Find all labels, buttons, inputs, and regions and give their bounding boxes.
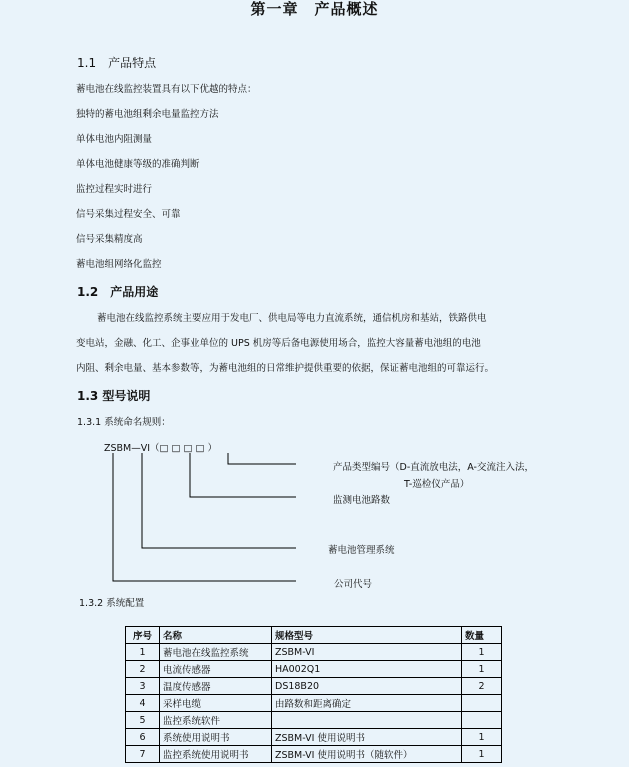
naming-rule-heading: 1.3.1 系统命名规则： (77, 417, 171, 428)
table-row (126, 695, 502, 712)
cell-index: 3 (126, 678, 160, 695)
feature-item: 信号采集精度高 (76, 234, 143, 245)
table-row (126, 746, 502, 763)
type-label-cont: T-巡检仪产品） (404, 479, 470, 490)
col-header-qty: 数量 (462, 627, 502, 644)
config-heading: 1.3.2 系统配置 (79, 598, 145, 609)
cell-index: 1 (126, 644, 160, 661)
cell-spec: DS18B20 (272, 678, 462, 695)
col-header-index: 序号 (126, 627, 160, 644)
cell-name: 监控系统软件 (160, 712, 272, 729)
cell-index: 4 (126, 695, 160, 712)
cell-name: 蓄电池在线监控系统 (160, 644, 272, 661)
feature-item: 蓄电池组网络化监控 (76, 259, 162, 270)
table-row (126, 661, 502, 678)
feature-item: 监控过程实时进行 (76, 184, 153, 195)
cell-spec: ZSBM-VI 使用说明书 (272, 729, 462, 746)
type-leader-line (228, 453, 296, 464)
feature-item: 单体电池内阻测量 (76, 134, 153, 145)
table-row (126, 712, 502, 729)
cell-name: 监控系统使用说明书 (160, 746, 272, 763)
model-code: ZSBM—VI（□ □ □ □ ） (104, 443, 218, 454)
table-row (126, 678, 502, 695)
cell-spec: ZSBM-VI 使用说明书（随软件） (272, 746, 462, 763)
cell-index: 7 (126, 746, 160, 763)
channels-label: 监测电池路数 (333, 495, 391, 506)
section-heading-usage: 1.2 产品用途 (77, 285, 159, 299)
page-title: 第一章 产品概述 (250, 0, 379, 18)
col-header-spec: 规格型号 (272, 627, 462, 644)
cell-qty: 2 (462, 678, 502, 695)
table-row (126, 644, 502, 661)
features-intro: 蓄电池在线监控装置具有以下优越的特点： (76, 84, 257, 95)
company-leader-line (113, 453, 296, 581)
cell-qty: 1 (462, 661, 502, 678)
cell-name: 系统使用说明书 (160, 729, 272, 746)
usage-line: 变电站，金融、化工、企事业单位的 UPS 机房等后备电源使用场合，监控大容量蓄电池组的电池 (76, 338, 481, 349)
manager-label: 蓄电池管理系统 (328, 545, 395, 556)
section-heading-model: 1.3 型号说明 (77, 389, 151, 403)
cell-qty (462, 695, 502, 712)
table-row (126, 729, 502, 746)
cell-name: 温度传感器 (160, 678, 272, 695)
col-header-name: 名称 (160, 627, 272, 644)
cell-name: 电流传感器 (160, 661, 272, 678)
table-header-row (126, 627, 502, 644)
config-table (125, 626, 502, 763)
usage-line: 内阻、剩余电量、基本参数等，为蓄电池组的日常维护提供重要的依据，保证蓄电池组的可靠运行。 (76, 363, 495, 374)
type-label: 产品类型编号（D-直流放电法，A-交流注入法， (333, 462, 534, 473)
cell-name: 采样电缆 (160, 695, 272, 712)
cell-index: 2 (126, 661, 160, 678)
cell-spec: HA002Q1 (272, 661, 462, 678)
cell-qty: 1 (462, 746, 502, 763)
cell-spec: 由路数和距离确定 (272, 695, 462, 712)
manager-leader-line (142, 453, 296, 548)
feature-item: 单体电池健康等级的准确判断 (76, 159, 200, 170)
cell-index: 6 (126, 729, 160, 746)
cell-qty: 1 (462, 729, 502, 746)
cell-spec (272, 712, 462, 729)
company-label: 公司代号 (334, 579, 373, 590)
section-heading-features: 1.1 产品特点 (77, 56, 157, 70)
channels-leader-line (190, 453, 296, 497)
cell-index: 5 (126, 712, 160, 729)
feature-item: 独特的蓄电池组剩余电量监控方法 (76, 109, 219, 120)
feature-item: 信号采集过程安全、可靠 (76, 209, 181, 220)
cell-spec: ZSBM-VI (272, 644, 462, 661)
usage-line: 蓄电池在线监控系统主要应用于发电厂、供电局等电力直流系统，通信机房和基站，铁路供电 (97, 313, 487, 324)
cell-qty (462, 712, 502, 729)
cell-qty: 1 (462, 644, 502, 661)
